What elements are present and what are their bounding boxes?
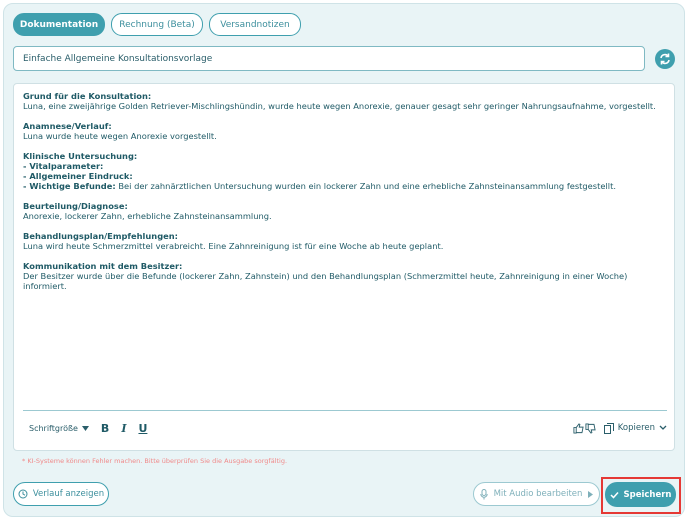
section-text: informiert.: [23, 281, 67, 291]
section-reason: [23, 91, 663, 111]
copy-label: Kopieren: [617, 423, 655, 433]
section-heading: Beurteilung/Diagnose:: [23, 201, 128, 211]
bold-button[interactable]: B: [100, 421, 110, 435]
section-history: [23, 121, 663, 141]
italic-button[interactable]: I: [121, 421, 127, 435]
show-history-button[interactable]: [13, 482, 109, 506]
tab-rechnung[interactable]: Rechnung (Beta): [111, 13, 203, 36]
feedback-buttons[interactable]: [573, 423, 596, 434]
section-text: Luna wurde heute wegen Anorexie vorgestellt.: [23, 131, 217, 141]
tab-bar: [13, 13, 301, 36]
font-size-dropdown[interactable]: [23, 424, 89, 433]
refresh-icon: [658, 52, 672, 66]
history-icon: [18, 489, 28, 499]
template-select[interactable]: Einfache Allgemeine Konsultationsvorlage: [13, 46, 645, 71]
bullet-vitals: - Vitalparameter:: [23, 161, 104, 171]
section-text: Luna wird heute Schmerzmittel verabreicht. Eine Zahnreinigung ist für eine Woche ab heute geplant.: [23, 241, 444, 251]
checkmark-icon: [610, 491, 619, 499]
editor-toolbar: [23, 418, 667, 438]
section-heading: Kommunikation mit dem Besitzer:: [23, 261, 183, 271]
copy-dropdown[interactable]: [604, 423, 667, 434]
note-editor[interactable]: [13, 83, 675, 451]
section-heading: Anamnese/Verlauf:: [23, 121, 112, 131]
edit-with-audio-button[interactable]: [473, 482, 600, 506]
thumbs-up-icon[interactable]: [573, 423, 584, 434]
save-button[interactable]: [605, 482, 676, 507]
section-plan: [23, 231, 663, 251]
bullet-impression: - Allgemeiner Eindruck:: [23, 171, 133, 181]
section-text: Der Besitzer wurde über die Befunde (lockerer Zahn, Zahnstein) und den Behandlungsplan (Schmerzmittel heute, Zahnreinigung in einer Woche): [23, 271, 628, 281]
save-label: Speichern: [623, 489, 672, 500]
note-content[interactable]: [23, 91, 663, 301]
show-history-label: Verlauf anzeigen: [32, 489, 105, 499]
thumbs-down-icon[interactable]: [585, 423, 596, 434]
chevron-down-icon: [659, 425, 667, 431]
section-exam: [23, 151, 663, 191]
section-heading: Behandlungsplan/Empfehlungen:: [23, 231, 178, 241]
section-diagnosis: [23, 201, 663, 221]
font-size-label: Schriftgröße: [29, 423, 78, 433]
copy-icon: [604, 423, 614, 434]
tab-versandnotizen[interactable]: Versandnotizen: [209, 13, 301, 36]
edit-with-audio-label: Mit Audio bearbeiten: [493, 489, 583, 499]
section-heading: Grund für die Konsultation:: [23, 91, 152, 101]
underline-button[interactable]: U: [138, 421, 148, 435]
microphone-icon: [480, 489, 488, 500]
section-owner-communication: [23, 261, 663, 291]
toolbar-divider: [23, 410, 667, 411]
tab-dokumentation[interactable]: Dokumentation: [13, 13, 105, 36]
bullet-findings: - Wichtige Befunde: Bei der zahnärztlichen Untersuchung wurden ein lockerer Zahn und eine erhebliche Zahnsteinansammlung festgestellt.: [23, 181, 616, 191]
caret-right-icon: [588, 491, 593, 498]
ai-disclaimer: * KI-Systeme können Fehler machen. Bitte überprüfen Sie die Ausgabe sorgfältig.: [22, 457, 288, 465]
regenerate-button[interactable]: [655, 49, 675, 69]
section-text: Luna, eine zweijährige Golden Retriever-Mischlingshündin, wurde heute wegen Anorexie, genauer gesagt sehr geringer Nahrungsaufnahme, vorgestellt.: [23, 101, 656, 111]
section-text: Anorexie, lockerer Zahn, erhebliche Zahnsteinansammlung.: [23, 211, 272, 221]
caret-down-icon: [82, 426, 89, 431]
section-heading: Klinische Untersuchung:: [23, 151, 138, 161]
